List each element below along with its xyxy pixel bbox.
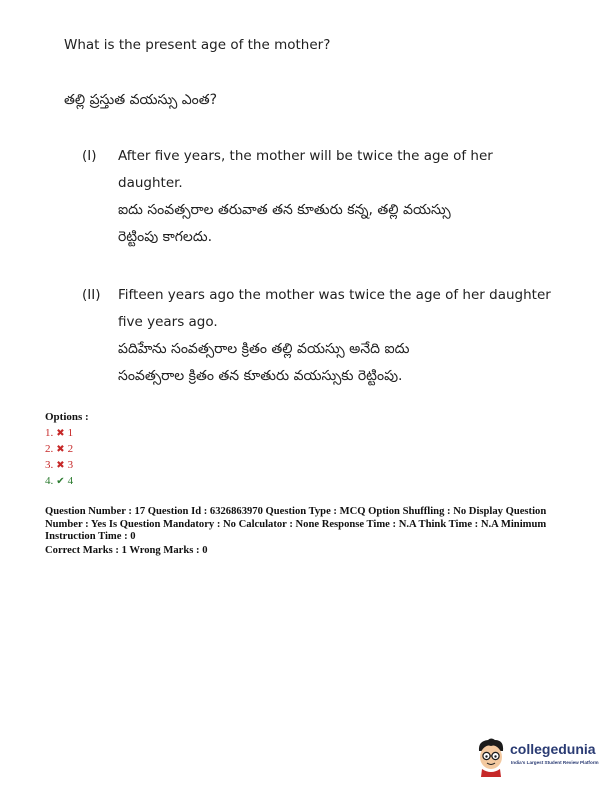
- option-1-value: 1: [67, 427, 74, 439]
- statement-2-telugu-line1: పదిహేను సంవత్సరాల క్రితం తల్లి వయస్సు అనేది ఐదు: [118, 341, 410, 357]
- cross-icon: ✖: [56, 428, 65, 439]
- statement-1-telugu-line1: ఐదు సంవత్సరాల తరువాత తన కూతురు కన్న, తల్లి వయస్సు: [118, 202, 451, 218]
- statement-1-english-line1: After five years, the mother will be twice the age of her: [118, 148, 493, 164]
- check-icon: ✔: [56, 476, 65, 487]
- statement-2-english-line1: Fifteen years ago the mother was twice the age of her daughter: [118, 287, 551, 303]
- option-2: [45, 443, 73, 455]
- option-4: [45, 475, 73, 487]
- question-text-english: What is the present age of the mother?: [64, 37, 331, 53]
- question-text-telugu: తల్లి ప్రస్తుత వయస్సు ఎంత?: [64, 92, 218, 108]
- option-1: [45, 427, 73, 439]
- question-metadata: Question Number : 17 Question Id : 6326863970 Question Type : MCQ Option Shuffling : No Display Question Number : Yes Is Question Mandatory : No Calculator : None Response Time : N.A Think Time : N.A Minimum Instruction Time : 0: [45, 506, 547, 543]
- statement-2-number: (II): [82, 287, 101, 303]
- statement-1-english-line2: daughter.: [118, 175, 183, 191]
- statement-1-telugu-line2: రెట్టింపు కాగలదు.: [118, 229, 213, 245]
- statement-2-english-line2: five years ago.: [118, 314, 218, 330]
- statement-2-telugu-line2: సంవత్సరాల క్రితం తన కూతురు వయస్సుకు రెట్టింపు.: [118, 368, 403, 384]
- cross-icon: ✖: [56, 460, 65, 471]
- option-3-number: 3.: [45, 459, 54, 471]
- logo-name: collegedunia: [510, 741, 596, 757]
- cross-icon: ✖: [56, 444, 65, 455]
- mascot-face-icon: [474, 737, 508, 777]
- options-label: Options :: [45, 411, 89, 423]
- collegedunia-logo: [474, 737, 606, 781]
- statement-1-number: (I): [82, 148, 97, 164]
- option-3: [45, 459, 73, 471]
- option-2-value: 2: [67, 443, 74, 455]
- option-1-number: 1.: [45, 427, 54, 439]
- option-2-number: 2.: [45, 443, 54, 455]
- option-3-value: 3: [67, 459, 74, 471]
- option-4-value: 4: [67, 475, 74, 487]
- logo-tagline: India's Largest Student Review Platform: [511, 760, 599, 765]
- marks-info: Correct Marks : 1 Wrong Marks : 0: [45, 545, 208, 556]
- option-4-number: 4.: [45, 475, 54, 487]
